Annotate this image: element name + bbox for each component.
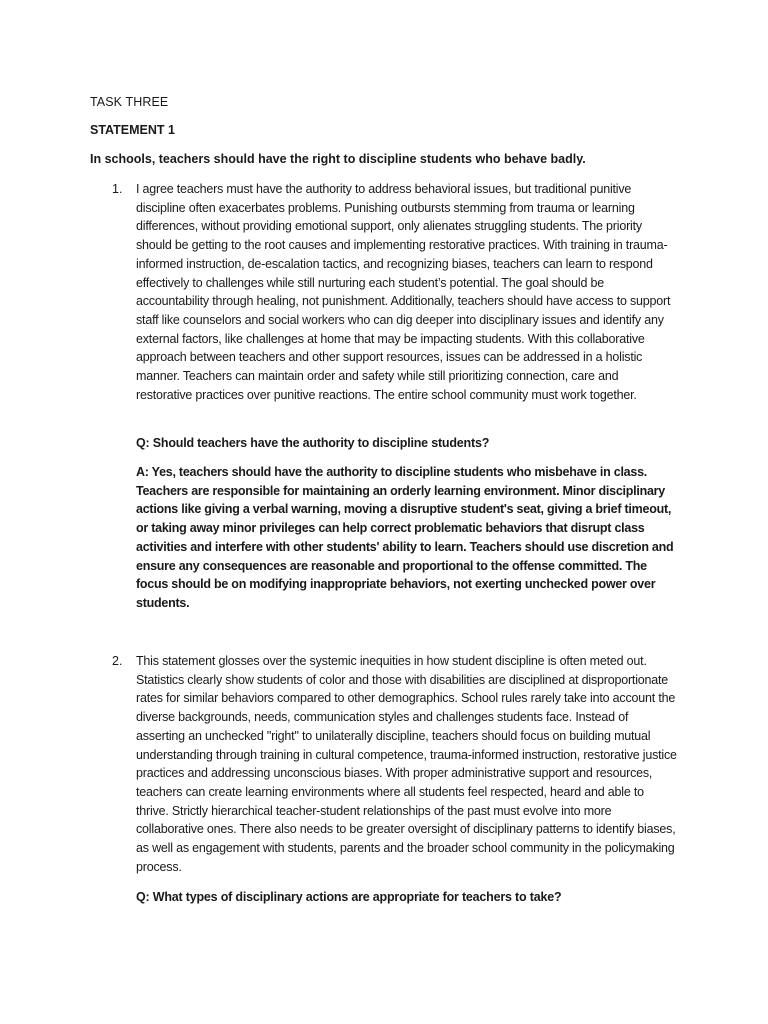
answer-text: A: Yes, teachers should have the authority to discipline students who misbehave in class. Teachers are responsible for maintaining an orderly learning environment. Minor disciplinary actions like giving a verbal warning, moving a disruptive student's seat, giving a brief timeout, or taking away minor privileges can help correct problematic behaviors that disrupt class activities and interfere with other students' ability to learn. Teachers should use discretion and ensure any consequences are reasonable and proportional to the offense committed. The focus should be on modifying inappropriate behaviors, not exerting unchecked power over students. [136,465,674,610]
statement-text: In schools, teachers should have the right to discipline students who behave badly. [90,152,586,166]
question-text: Q: What types of disciplinary actions are appropriate for teachers to take? [136,890,562,904]
question-text: Q: Should teachers have the authority to discipline students? [136,436,490,450]
list-item-paragraph: I agree teachers must have the authority to address behavioral issues, but traditional punitive discipline often exacerbates problems. Punishing outbursts stemming from trauma or learning differences, without providing emotional support, only alienates struggling students. The priority should be getting to the root causes and implementing restorative practices. With training in trauma-informed instruction, de-escalation tactics, and recognizing biases, teachers can learn to respond effectively to challenges while still nurturing each student’s potential. The goal should be accountability through healing, not punishment. Additionally, teachers should have access to support staff like counselors and social workers who can dig deeper into disciplinary issues and identify any external factors, like challenges at home that may be impacting students. With this collaborative approach between teachers and other support resources, issues can be addressed in a holistic manner. Teachers can maintain order and safety while still prioritizing connection, care and restorative practices over punitive reactions. The entire school community must work together. [136,182,671,402]
statement-heading: STATEMENT 1 [90,123,175,137]
task-label: TASK THREE [90,95,169,109]
list-item-number: 1. [112,182,123,196]
list-item-number: 2. [112,654,123,668]
list-item-paragraph: This statement glosses over the systemic inequities in how student discipline is often meted out. Statistics clearly show students of color and those with disabilities are disciplined at disproportionate rates for similar behaviors compared to other demographics. School rules rarely take into account the diverse backgrounds, needs, communication styles and challenges students face. Instead of asserting an unchecked "right" to unilaterally discipline, teachers should focus on building mutual understanding through training in cultural competence, trauma-informed instruction, restorative justice practices and addressing unconscious biases. With proper administrative support and resources, teachers can create learning environments where all students feel respected, heard and able to thrive. Strictly hierarchical teacher-student relationships of the past must evolve into more collaborative ones. There also needs to be greater oversight of disciplinary patterns to identify biases, as well as engagement with students, parents and the broader school community in the policymaking process. [136,654,677,874]
